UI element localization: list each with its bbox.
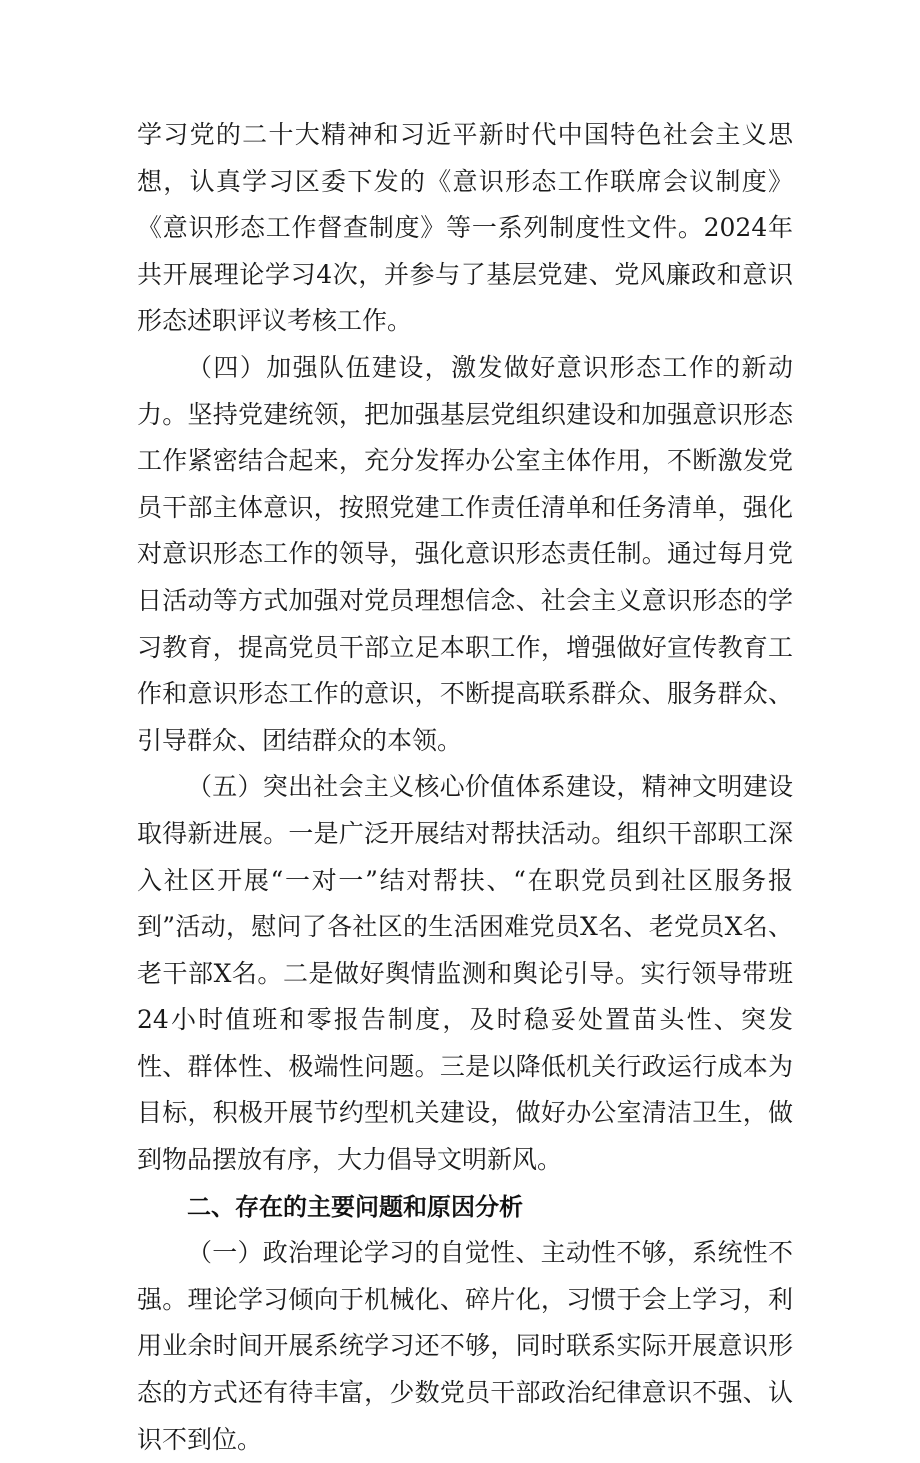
paragraph-team-building: （四）加强队伍建设，激发做好意识形态工作的新动力。坚持党建统领，把加强基层党组织建设和加强意识形态工作紧密结合起来，充分发挥办公室主体作用，不断激发党员干部主体意识，按照党建工作责任清单和任务清单，强化对意识形态工作的领导，强化意识形态责任制。通过每月党日活动等方式加强对党员理想信念、社会主义意识形态的学习教育，提高党员干部立足本职工作，增强做好宣传教育工作和意识形态工作的意识，不断提高联系群众、服务群众、引导群众、团结群众的本领。	[137, 352, 793, 755]
section-heading-problems: 二、存在的主要问题和原因分析	[187, 1192, 523, 1221]
document-body	[137, 112, 793, 1463]
paragraph-core-values: （五）突出社会主义核心价值体系建设，精神文明建设取得新进展。一是广泛开展结对帮扶活动。组织干部职工深入社区开展“一对一”结对帮扶、“在职党员到社区服务报到”活动，慰问了各社区的生活困难党员X名、老党员X名、老干部X名。二是做好舆情监测和舆论引导。实行领导带班24小时值班和零报告制度，及时稳妥处置苗头性、突发性、群体性、极端性问题。三是以降低机关行政运行成本为目标，积极开展节约型机关建设，做好办公室清洁卫生，做到物品摆放有序，大力倡导文明新风。	[137, 772, 793, 1175]
paragraph-political-study-issues: （一）政治理论学习的自觉性、主动性不够，系统性不强。理论学习倾向于机械化、碎片化，习惯于会上学习，利用业余时间开展系统学习还不够，同时联系实际开展意识形态的方式还有待丰富，少数党员干部政治纪律意识不强、认识不到位。	[137, 1238, 793, 1454]
paragraph-theory-study-continuation: 学习党的二十大精神和习近平新时代中国特色社会主义思想，认真学习区委下发的《意识形态工作联席会议制度》《意识形态工作督查制度》等一系列制度性文件。2024年共开展理论学习4次，并参与了基层党建、党风廉政和意识形态述职评议考核工作。	[137, 120, 793, 336]
